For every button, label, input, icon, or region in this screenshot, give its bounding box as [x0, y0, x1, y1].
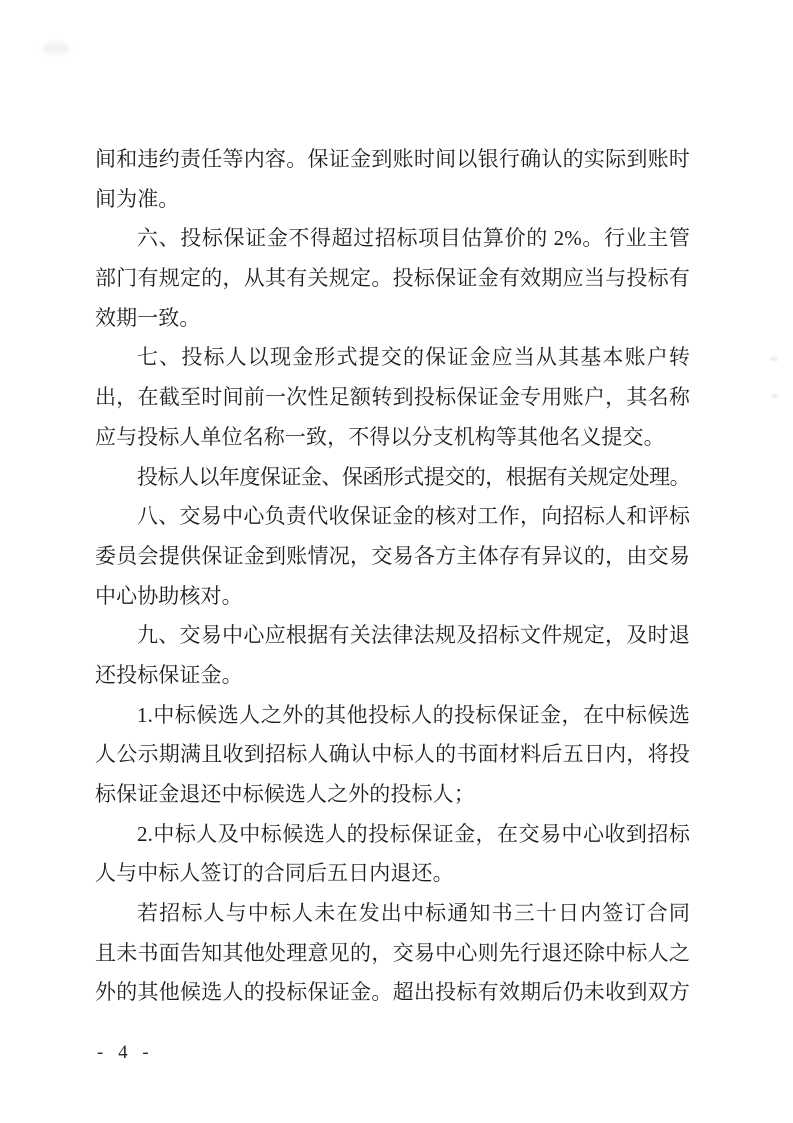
text-line: 还投标保证金。: [95, 662, 243, 687]
text-line: 外的其他候选人的投标保证金。超出投标有效期后仍未收到双方: [95, 980, 690, 1005]
text-line: 1.中标候选人之外的其他投标人的投标保证金，在中标候选: [137, 702, 690, 727]
text-line: 投标人以年度保证金、保函形式提交的，根据有关规定处理。: [137, 464, 690, 489]
scan-smudge-artifact: [42, 42, 70, 55]
document-body: [95, 140, 690, 1013]
text-line: 且未书面告知其他处理意见的，交易中心则先行退还除中标人之: [95, 940, 690, 965]
text-line: 七、投标人以现金形式提交的保证金应当从其基本账户转: [137, 345, 690, 370]
scan-speck-artifact: [772, 394, 778, 398]
text-line: 若招标人与中标人未在发出中标通知书三十日内签订合同: [137, 901, 690, 926]
text-line: 人公示期满且收到招标人确认中标人的书面材料后五日内，将投: [95, 742, 690, 767]
text-line: 2.中标人及中标候选人的投标保证金，在交易中心收到招标: [137, 821, 690, 846]
text-line: 间和违约责任等内容。保证金到账时间以银行确认的实际到账时: [95, 147, 690, 171]
text-line: 部门有规定的，从其有关规定。投标保证金有效期应当与投标有: [95, 266, 690, 291]
text-line: 中心协助核对。: [95, 583, 243, 608]
text-line: 间为准。: [95, 186, 180, 211]
text-line: 九、交易中心应根据有关法律法规及招标文件规定，及时退: [137, 623, 690, 648]
text-line: 八、交易中心负责代收保证金的核对工作，向招标人和评标: [137, 504, 690, 529]
text-line: 标保证金退还中标候选人之外的投标人；: [95, 782, 475, 806]
text-line: 人与中标人签订的合同后五日内退还。: [95, 861, 454, 886]
text-line: 出，在截至时间前一次性足额转到投标保证金专用账户，其名称: [95, 385, 690, 410]
text-line: 应与投标人单位名称一致，不得以分支机构等其他名义提交。: [95, 424, 665, 449]
scan-speck-artifact: [770, 357, 778, 361]
text-line: 委员会提供保证金到账情况，交易各方主体存有异议的，由交易: [95, 543, 690, 568]
page-number: - 4 -: [97, 1042, 154, 1063]
text-line: 六、投标保证金不得超过招标项目估算价的 2%。行业主管: [137, 226, 690, 251]
text-line: 效期一致。: [95, 305, 201, 330]
